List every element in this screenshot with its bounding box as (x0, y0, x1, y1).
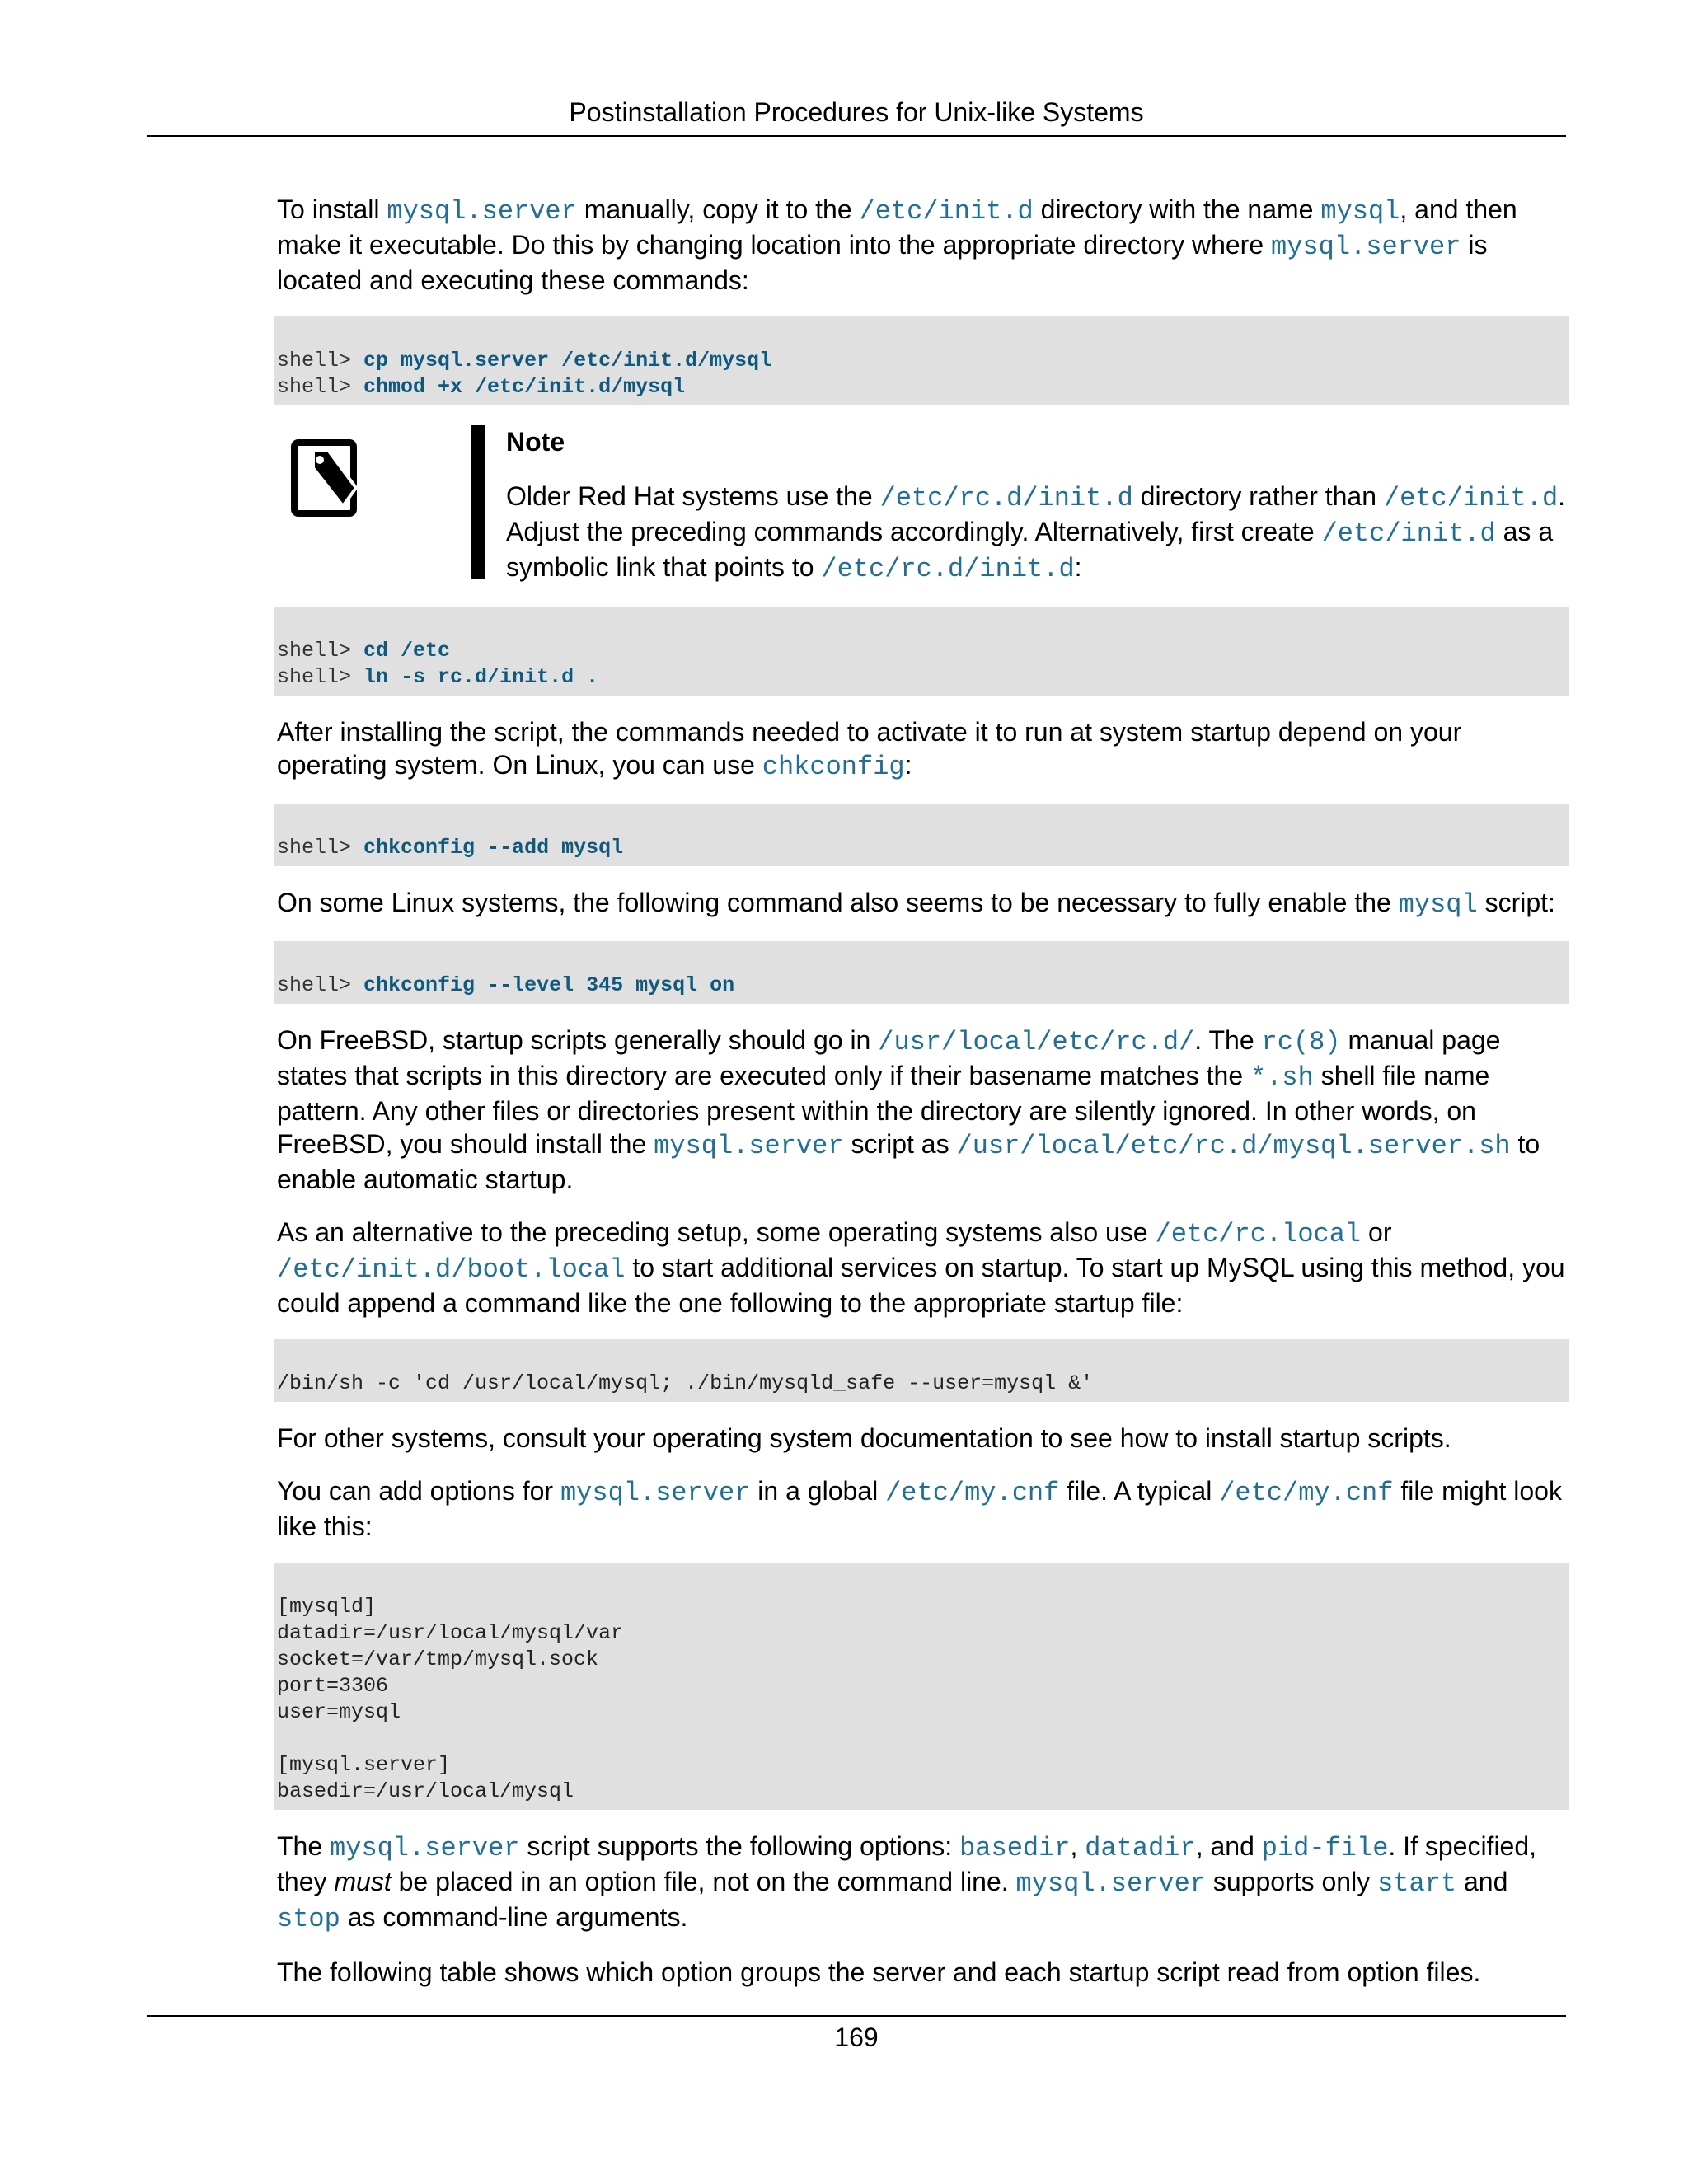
text: After installing the script, the commands needed to activate it to run at system startup depend on your operating system. On Linux, you can use (277, 717, 1462, 780)
text: . If specified, they (277, 1831, 1537, 1896)
page-header: Postinstallation Procedures for Unix-like Systems (569, 97, 1144, 127)
literal: mysql.server (330, 1833, 520, 1863)
paragraph-activate (277, 715, 1569, 784)
text: , and then make it executable. Do this by changing location into the appropriate directory where (277, 194, 1517, 260)
shell-command: cd /etc (363, 639, 451, 663)
literal: start (1377, 1868, 1457, 1899)
literal: stop (277, 1904, 340, 1934)
text: is located and executing these commands: (277, 230, 1488, 295)
paragraph-table-intro: The following table shows which option groups the server and each startup script read from option files. (277, 1957, 1481, 1987)
literal: /etc/init.d (1383, 483, 1559, 513)
text: . The (1194, 1025, 1262, 1055)
text: to enable automatic startup. (277, 1129, 1540, 1194)
text: supports only (1205, 1867, 1378, 1896)
text: On some Linux systems, the following command also seems to be necessary to fully enable the (277, 888, 1399, 917)
shell-prompt: shell> (277, 375, 364, 399)
literal: *.sh (1250, 1062, 1314, 1093)
shell-command: chkconfig --level 345 mysql on (363, 973, 735, 997)
text: You can add options for (277, 1476, 560, 1506)
paragraph-alternative (277, 1216, 1569, 1319)
text: On FreeBSD, startup scripts generally should go in (277, 1025, 879, 1055)
literal: /etc/init.d (1321, 518, 1496, 549)
literal: chkconfig (762, 752, 905, 782)
shell-command: chkconfig --add mysql (363, 836, 624, 860)
header-rule (147, 135, 1566, 137)
text: manual page states that scripts in this directory are executed only if their basename matches the (277, 1025, 1501, 1090)
text: manually, copy it to the (576, 194, 860, 224)
text: : (904, 750, 912, 780)
text: To install (277, 194, 387, 224)
shell-command: chmod +x /etc/init.d/mysql (363, 375, 686, 399)
text: script as (843, 1129, 957, 1159)
text: . Adjust the preceding commands accordingly. Alternatively, first create (506, 481, 1566, 546)
code-block-copy-commands (274, 316, 1569, 405)
literal: mysql.server (1015, 1868, 1206, 1899)
literal: /etc/my.cnf (885, 1478, 1060, 1508)
shell-prompt: shell> (277, 665, 364, 689)
text: : (1074, 552, 1082, 582)
text: to start additional services on startup. To start up MySQL using this method, you could append a command like the one following to the appropriate startup file: (277, 1253, 1565, 1318)
note-tag-icon (290, 438, 359, 521)
page-content (277, 193, 1569, 2008)
text: directory with the name (1033, 194, 1321, 224)
literal: /usr/local/etc/rc.d/ (878, 1027, 1195, 1057)
page-number: 169 (834, 2022, 879, 2052)
text: or (1361, 1217, 1392, 1247)
note-title: Note (506, 427, 565, 457)
literal: mysql (1398, 889, 1478, 920)
text: in a global (750, 1476, 886, 1506)
literal: mysql (1320, 196, 1400, 227)
literal: mysql.server (387, 196, 577, 227)
text: , (1070, 1831, 1085, 1861)
text: script supports the following options: (519, 1831, 960, 1861)
code-block-symlink (274, 607, 1569, 696)
paragraph-linux (277, 886, 1569, 921)
paragraph-install (277, 193, 1569, 297)
code-block-chkconfig-level (274, 941, 1569, 1004)
text: directory rather than (1132, 481, 1384, 511)
footer-rule (147, 2015, 1566, 2017)
code-block-chkconfig-add (274, 804, 1569, 866)
text: shell file name pattern. Any other files or directories present within the directory are silently ignored. In other words, on FreeBSD, you should install the (277, 1061, 1490, 1159)
text: The (277, 1831, 331, 1861)
literal: /usr/local/etc/rc.d/mysql.server.sh (956, 1131, 1511, 1161)
literal: mysql.server (560, 1478, 751, 1508)
note-admonition (277, 425, 1569, 587)
literal: /etc/rc.d/init.d (879, 483, 1133, 513)
paragraph-freebsd (277, 1024, 1569, 1196)
shell-prompt: shell> (277, 836, 364, 860)
code-block-mysqld-safe: /bin/sh -c 'cd /usr/local/mysql; ./bin/mysqld_safe --user=mysql &' (274, 1339, 1569, 1402)
text: As an alternative to the preceding setup, some operating systems also use (277, 1217, 1156, 1247)
shell-command: cp mysql.server /etc/init.d/mysql (363, 349, 772, 373)
literal: /etc/rc.local (1155, 1219, 1362, 1249)
literal: rc(8) (1261, 1027, 1341, 1057)
shell-prompt: shell> (277, 349, 364, 373)
literal: mysql.server (654, 1131, 844, 1161)
paragraph-options (277, 1474, 1569, 1543)
text: be placed in an option file, not on the command line. (391, 1867, 1016, 1896)
note-side-bar (471, 425, 485, 579)
paragraph-other-systems: For other systems, consult your operating system documentation to see how to install startup scripts. (277, 1423, 1451, 1453)
text: Older Red Hat systems use the (506, 481, 880, 511)
note-text (506, 480, 1569, 586)
literal: mysql.server (1271, 232, 1461, 262)
literal: pid-file (1261, 1833, 1389, 1863)
literal: basedir (959, 1833, 1071, 1863)
literal: /etc/rc.d/init.d (821, 554, 1075, 584)
shell-prompt: shell> (277, 639, 364, 663)
shell-command: ln -s rc.d/init.d . (363, 665, 599, 689)
text: script: (1477, 888, 1555, 917)
text: file might look like this: (277, 1476, 1562, 1541)
text: and (1456, 1867, 1508, 1896)
literal: /etc/init.d (859, 196, 1034, 227)
text: as a symbolic link that points to (506, 517, 1554, 582)
literal: datadir (1085, 1833, 1196, 1863)
code-block-my-cnf: [mysqld] datadir=/usr/local/mysql/var socket=/var/tmp/mysql.sock port=3306 user=mysql [mysql.server] basedir=/usr/local/mysql (274, 1563, 1569, 1810)
literal: /etc/my.cnf (1219, 1478, 1394, 1508)
text: as command-line arguments. (340, 1902, 688, 1932)
emphasis: must (334, 1867, 392, 1896)
text: file. A typical (1059, 1476, 1220, 1506)
shell-prompt: shell> (277, 973, 364, 997)
text: , and (1195, 1831, 1262, 1861)
paragraph-supported-options (277, 1830, 1569, 1936)
literal: /etc/init.d/boot.local (277, 1254, 626, 1285)
note-body (506, 425, 1569, 586)
